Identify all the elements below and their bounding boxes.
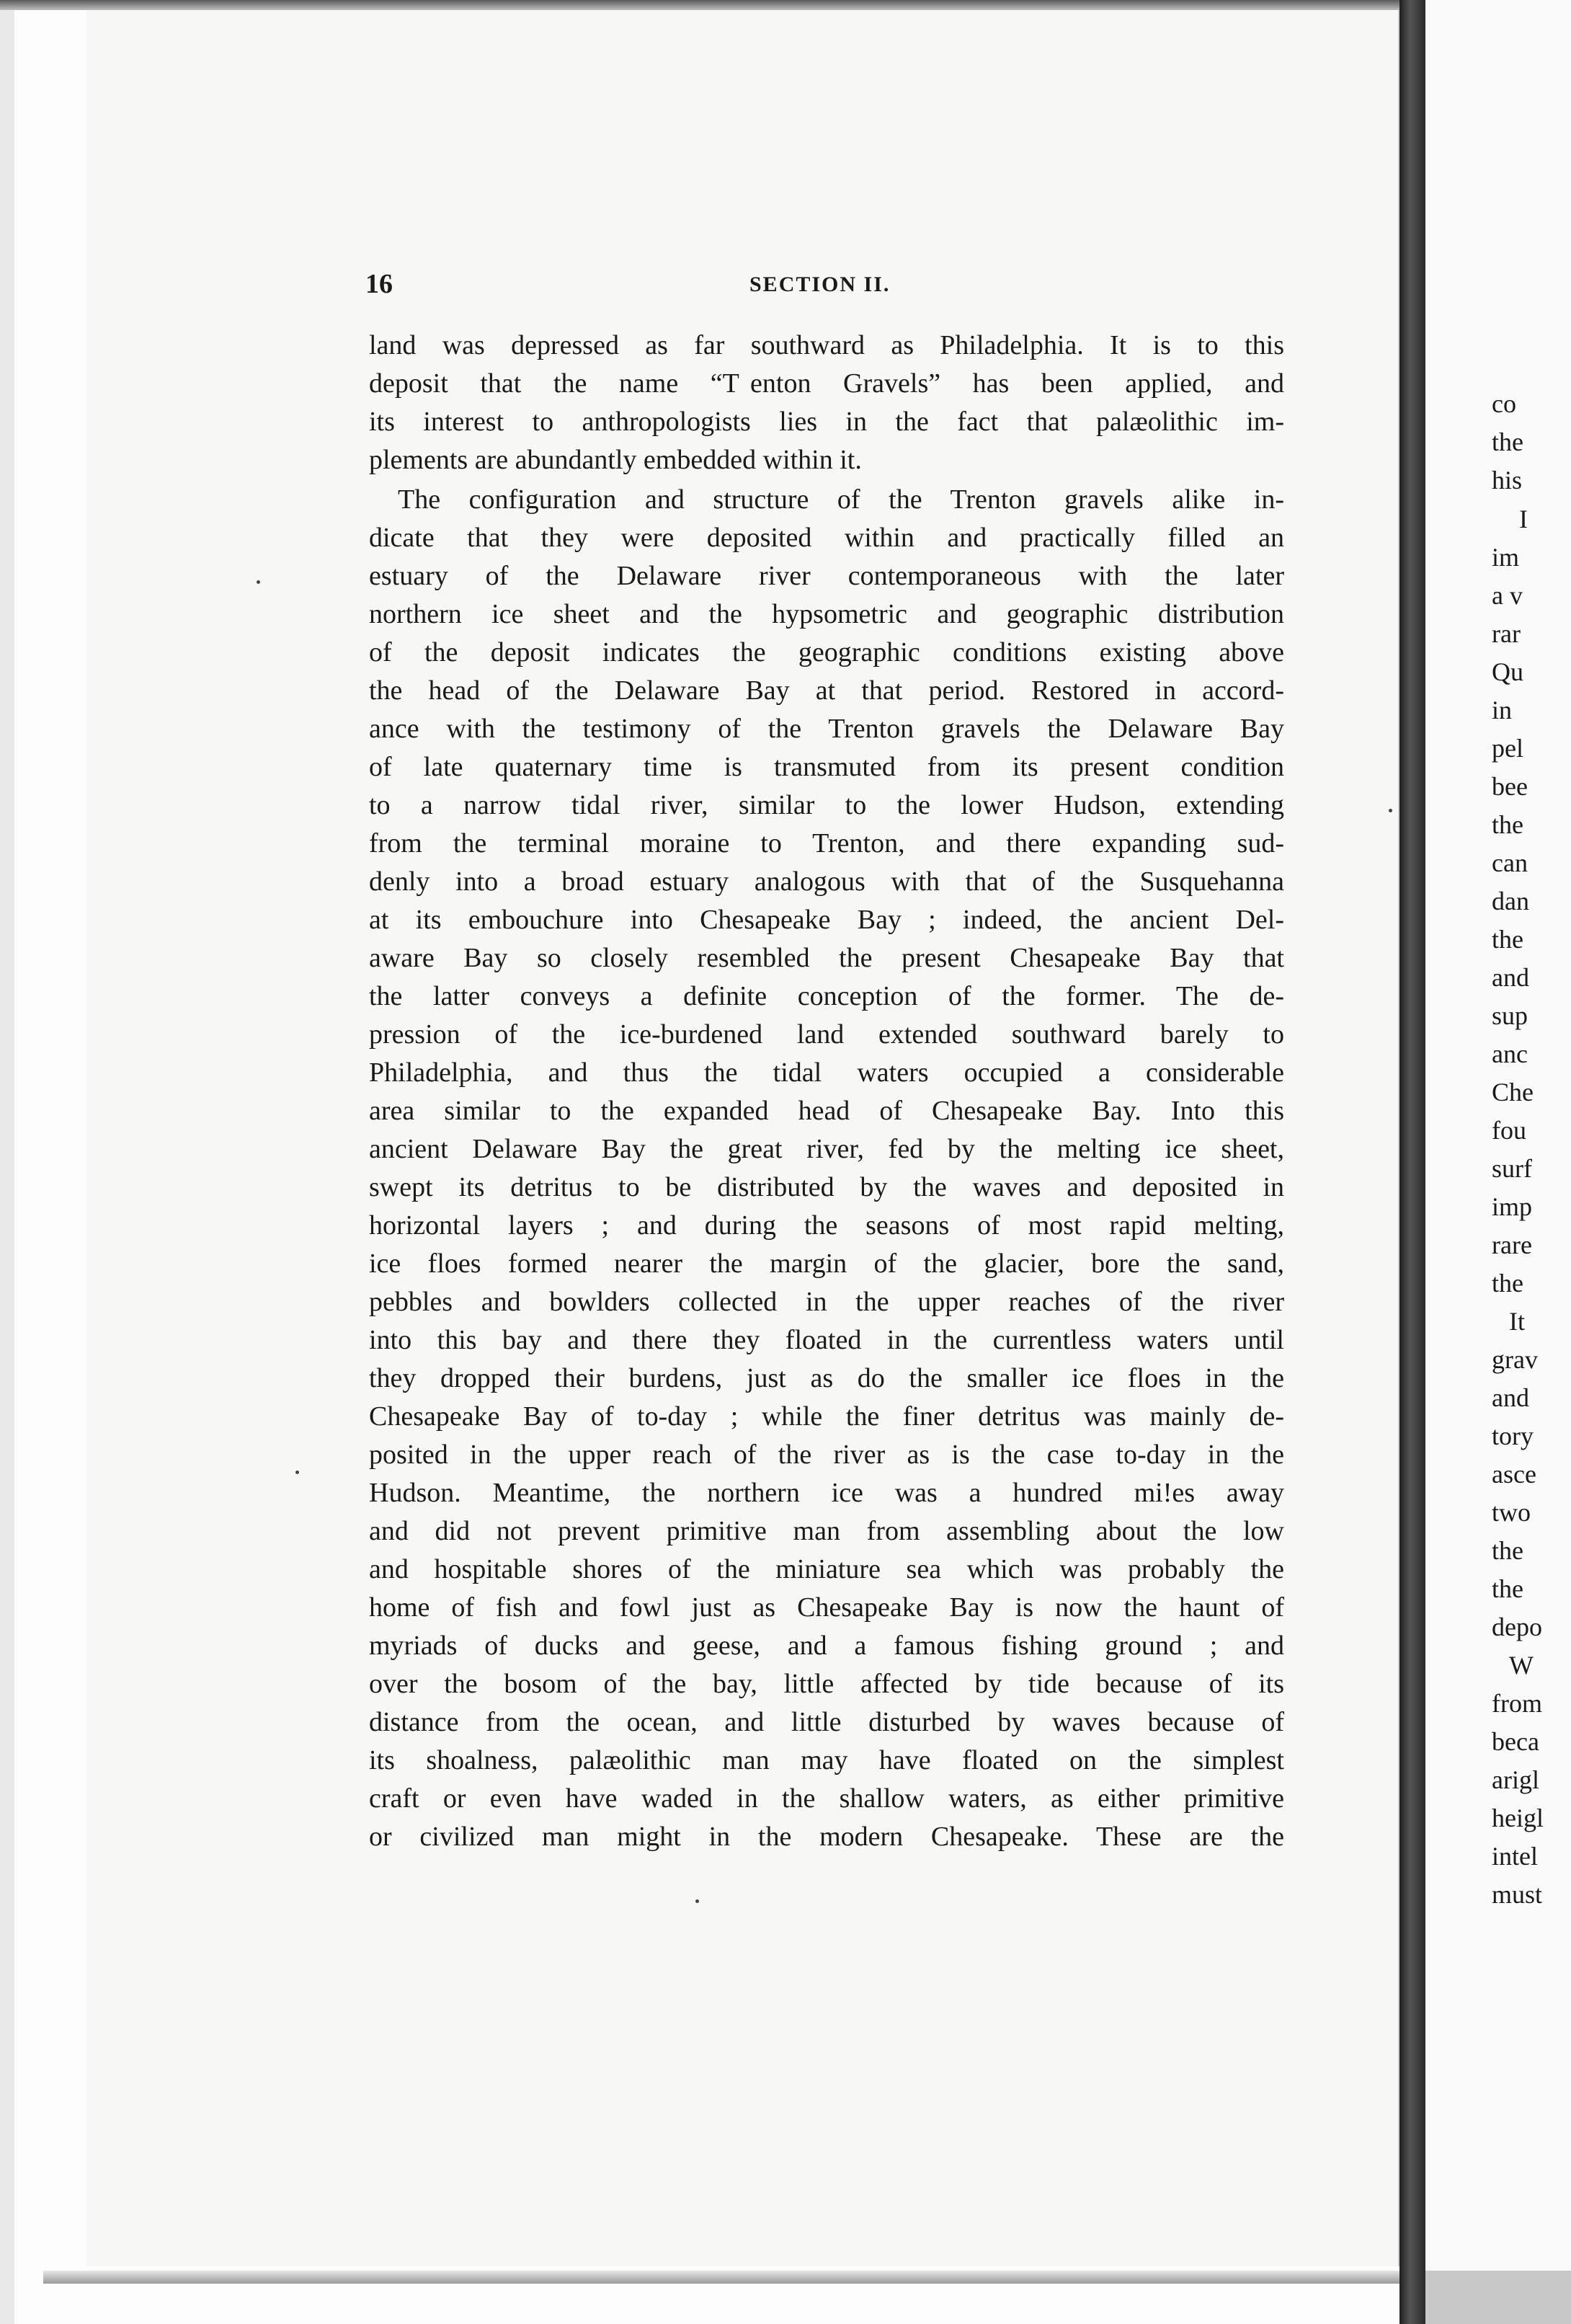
text-line: of late quaternary time is transmuted from its present condition	[369, 752, 1284, 782]
facing-text-fragment: anc	[1492, 1039, 1528, 1068]
text-line: northern ice sheet and the hypsometric and geographic distribution	[369, 599, 1284, 629]
scan-speck	[257, 580, 260, 584]
facing-text-fragment: the	[1492, 427, 1523, 456]
facing-text-fragment: tory	[1492, 1422, 1534, 1450]
text-line: home of fish and fowl just as Chesapeake Bay is now the haunt of	[369, 1592, 1284, 1623]
facing-text-fragment: rare	[1492, 1230, 1532, 1259]
text-line: area similar to the expanded head of Chesapeake Bay. Into this	[369, 1096, 1284, 1126]
facing-text-fragment: two	[1492, 1498, 1531, 1527]
page-bottom-edge	[43, 2271, 1405, 2284]
facing-text-fragment: grav	[1492, 1345, 1538, 1374]
text-line: over the bosom of the bay, little affected by tide because of its	[369, 1669, 1284, 1699]
text-line: distance from the ocean, and little disturbed by waves because of	[369, 1707, 1284, 1737]
facing-text-fragment: bee	[1492, 772, 1528, 801]
facing-text-fragment: can	[1492, 848, 1528, 877]
text-line: the latter conveys a definite conception of the former. The de-	[369, 981, 1284, 1011]
facing-text-fragment: rar	[1492, 619, 1521, 648]
scan-speck	[295, 1471, 299, 1474]
text-line: dicate that they were deposited within and practically filled an	[369, 523, 1284, 553]
text-line: plements are abundantly embedded within it.	[369, 445, 862, 475]
facing-text-fragment: surf	[1492, 1154, 1532, 1183]
page-number: 16	[365, 269, 393, 299]
text-line: or civilized man might in the modern Chesapeake. These are the	[369, 1822, 1284, 1852]
text-line: swept its detritus to be distributed by the waves and deposited in	[369, 1172, 1284, 1202]
text-line: craft or even have waded in the shallow waters, as either primitive	[369, 1783, 1284, 1814]
facing-text-fragment: I	[1519, 505, 1528, 533]
facing-text-fragment: must	[1492, 1880, 1543, 1909]
text-line: at its embouchure into Chesapeake Bay ; indeed, the ancient Del-	[369, 905, 1284, 935]
facing-text-fragment: im	[1492, 543, 1520, 572]
text-line: of the deposit indicates the geographic conditions existing above	[369, 637, 1284, 668]
text-line: denly into a broad estuary analogous with that of the Susquehanna	[369, 866, 1284, 897]
scan-speck	[695, 1899, 699, 1903]
facing-text-fragment: It	[1509, 1307, 1525, 1336]
running-head: SECTION II.	[749, 272, 891, 296]
facing-text-fragment: the	[1492, 925, 1523, 954]
text-line: the head of the Delaware Bay at that period. Restored in accord-	[369, 675, 1284, 706]
text-line: and hospitable shores of the miniature sea which was probably the	[369, 1554, 1284, 1584]
scanner-left-edge	[0, 0, 14, 2324]
text-line: posited in the upper reach of the river as is the case to-day in the	[369, 1440, 1284, 1470]
text-line: deposit that the name “T enton Gravels” has been applied, and	[369, 368, 1284, 399]
text-line: they dropped their burdens, just as do the smaller ice floes in the	[369, 1363, 1284, 1393]
facing-text-fragment: pel	[1492, 734, 1523, 763]
text-line: to a narrow tidal river, similar to the lower Hudson, extending	[369, 790, 1284, 820]
facing-text-fragment: in	[1492, 696, 1513, 724]
facing-text-fragment: the	[1492, 1536, 1523, 1565]
text-line: ancient Delaware Bay the great river, fed by the melting ice sheet,	[369, 1134, 1284, 1164]
text-line: Hudson. Meantime, the northern ice was a hundred mi!es away	[369, 1478, 1284, 1508]
facing-text-fragment: the	[1492, 1269, 1523, 1298]
facing-text-fragment: W	[1509, 1651, 1534, 1680]
facing-text-fragment: a v	[1492, 581, 1523, 610]
facing-text-fragment: imp	[1492, 1192, 1533, 1221]
text-line: Philadelphia, and thus the tidal waters occupied a considerable	[369, 1057, 1284, 1088]
book-gutter	[1399, 0, 1425, 2324]
text-line: estuary of the Delaware river contemporaneous with the later	[369, 561, 1284, 591]
facing-text-fragment: his	[1492, 466, 1523, 494]
facing-text-fragment: beca	[1492, 1727, 1539, 1756]
text-line: The configuration and structure of the Trenton gravels alike in-	[398, 484, 1284, 515]
text-line: pression of the ice-burdened land extended southward barely to	[369, 1019, 1284, 1050]
text-line: ance with the testimony of the Trenton gravels the Delaware Bay	[369, 714, 1284, 744]
facing-text-fragment: from	[1492, 1689, 1542, 1718]
facing-text-fragment: dan	[1492, 887, 1529, 915]
facing-text-fragment: the	[1492, 1574, 1523, 1603]
facing-text-fragment: Che	[1492, 1078, 1534, 1106]
facing-text-fragment: sup	[1492, 1001, 1528, 1030]
text-line: pebbles and bowlders collected in the upper reaches of the river	[369, 1287, 1284, 1317]
facing-text-fragment: co	[1492, 389, 1516, 418]
facing-text-fragment: the	[1492, 810, 1523, 839]
facing-text-fragment: and	[1492, 1383, 1529, 1412]
text-line: land was depressed as far southward as Philadelphia. It is to this	[369, 330, 1284, 360]
text-line: myriads of ducks and geese, and a famous fishing ground ; and	[369, 1631, 1284, 1661]
text-line: into this bay and there they floated in the currentless waters until	[369, 1325, 1284, 1355]
text-line: ice floes formed nearer the margin of the glacier, bore the sand,	[369, 1249, 1284, 1279]
scan-speck	[1389, 809, 1392, 812]
facing-text-fragment: fou	[1492, 1116, 1526, 1145]
facing-text-fragment: heigl	[1492, 1804, 1544, 1832]
text-line: and did not prevent primitive man from assembling about the low	[369, 1516, 1284, 1546]
text-line: aware Bay so closely resembled the present Chesapeake Bay that	[369, 943, 1284, 973]
text-line: its interest to anthropologists lies in the fact that palæolithic im-	[369, 407, 1284, 437]
facing-text-fragment: depo	[1492, 1613, 1542, 1641]
facing-text-fragment: intel	[1492, 1842, 1538, 1871]
facing-text-fragment: and	[1492, 963, 1529, 992]
facing-text-fragment: asce	[1492, 1460, 1536, 1489]
facing-page-bottom-edge	[1425, 2271, 1571, 2324]
text-line: horizontal layers ; and during the seasons of most rapid melting,	[369, 1210, 1284, 1241]
facing-text-fragment: arigl	[1492, 1765, 1539, 1794]
facing-text-fragment: Qu	[1492, 657, 1523, 686]
text-line: from the terminal moraine to Trenton, and there expanding sud-	[369, 828, 1284, 859]
text-line: its shoalness, palæolithic man may have floated on the simplest	[369, 1745, 1284, 1775]
text-line: Chesapeake Bay of to-day ; while the finer detritus was mainly de-	[369, 1401, 1284, 1432]
page-top-shadow	[0, 0, 1412, 10]
